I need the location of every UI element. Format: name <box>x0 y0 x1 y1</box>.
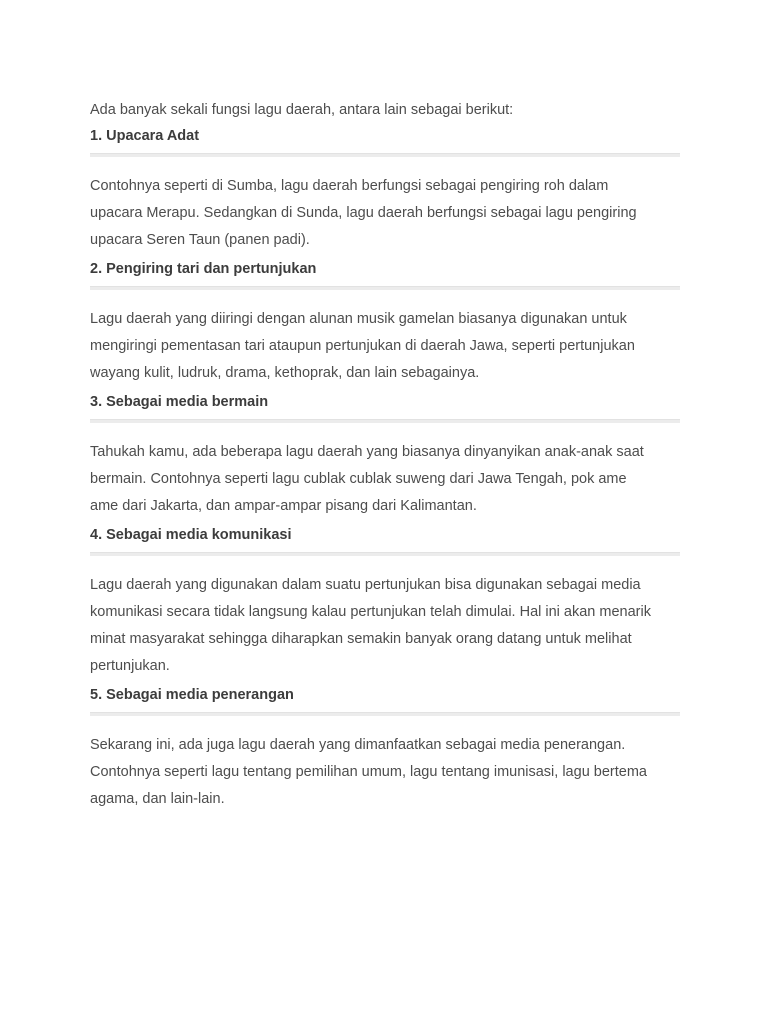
section-paragraph <box>90 306 680 387</box>
section-divider <box>90 419 680 423</box>
section-heading: 2. Pengiring tari dan pertunjukan <box>90 261 317 277</box>
section-heading: 1. Upacara Adat <box>90 128 200 144</box>
section-heading: 4. Sebagai media komunikasi <box>90 527 292 543</box>
paragraph-line: minat masyarakat sehingga diharapkan semakin banyak orang datang untuk melihat <box>90 631 632 647</box>
section-divider <box>90 552 680 556</box>
section-paragraph <box>90 572 680 680</box>
section-divider <box>90 153 680 157</box>
section-heading: 3. Sebagai media bermain <box>90 394 269 410</box>
paragraph-line: Lagu daerah yang digunakan dalam suatu pertunjukan bisa digunakan sebagai media <box>90 577 641 593</box>
paragraph-line: ame dari Jakarta, dan ampar-ampar pisang dari Kalimantan. <box>90 498 477 514</box>
section-2 <box>90 259 680 387</box>
section-1 <box>90 126 680 254</box>
paragraph-line: upacara Seren Taun (panen padi). <box>90 232 310 248</box>
section-paragraph <box>90 173 680 254</box>
paragraph-line: Sekarang ini, ada juga lagu daerah yang dimanfaatkan sebagai media penerangan. <box>90 737 626 753</box>
paragraph-line: Contohnya seperti di Sumba, lagu daerah berfungsi sebagai pengiring roh dalam <box>90 178 609 194</box>
section-divider <box>90 286 680 290</box>
paragraph-line: komunikasi secara tidak langsung kalau pertunjukan telah dimulai. Hal ini akan menarik <box>90 604 651 620</box>
intro-text: Ada banyak sekali fungsi lagu daerah, antara lain sebagai berikut: <box>90 102 514 118</box>
document-page <box>90 99 680 813</box>
paragraph-line: agama, dan lain-lain. <box>90 791 225 807</box>
section-5 <box>90 685 680 813</box>
section-3 <box>90 392 680 520</box>
section-4 <box>90 525 680 680</box>
section-divider <box>90 712 680 716</box>
paragraph-line: Tahukah kamu, ada beberapa lagu daerah yang biasanya dinyanyikan anak-anak saat <box>90 444 644 460</box>
section-paragraph <box>90 732 680 813</box>
paragraph-line: pertunjukan. <box>90 658 170 674</box>
section-heading: 5. Sebagai media penerangan <box>90 687 294 703</box>
paragraph-line: upacara Merapu. Sedangkan di Sunda, lagu daerah berfungsi sebagai lagu pengiring <box>90 205 637 221</box>
paragraph-line: mengiringi pementasan tari ataupun pertunjukan di daerah Jawa, seperti pertunjukan <box>90 338 635 354</box>
paragraph-line: Contohnya seperti lagu tentang pemilihan umum, lagu tentang imunisasi, lagu bertema <box>90 764 647 780</box>
section-paragraph <box>90 439 680 520</box>
paragraph-line: Lagu daerah yang diiringi dengan alunan musik gamelan biasanya digunakan untuk <box>90 311 627 327</box>
paragraph-line: bermain. Contohnya seperti lagu cublak cublak suweng dari Jawa Tengah, pok ame <box>90 471 627 487</box>
paragraph-line: wayang kulit, ludruk, drama, kethoprak, dan lain sebagainya. <box>90 365 480 381</box>
